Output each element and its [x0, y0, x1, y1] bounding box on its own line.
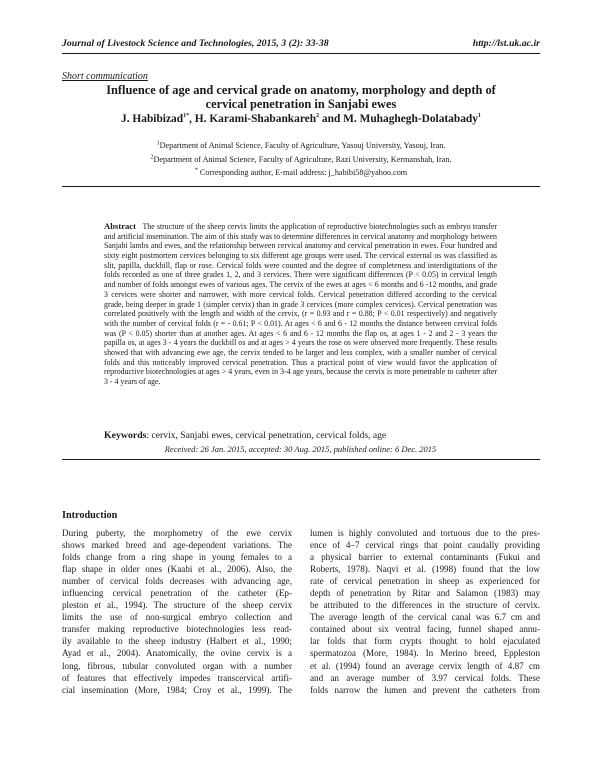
corresponding-mark: * — [194, 167, 198, 174]
intro-line: et al. (1994) found an average cervix length of 4.87 cm — [310, 660, 540, 671]
affiliation-1-text: Department of Animal Science, Faculty of Agriculture, Yasouj University, Yasouj, Iran. — [159, 141, 446, 150]
journal-name: Journal of Livestock Science and Technologies — [62, 38, 252, 49]
intro-line: rate of cervical penetration in sheep as experienced for — [310, 576, 540, 587]
intro-line: shows marked breed and age-dependent variations. The — [62, 540, 292, 551]
journal-url[interactable]: http://lst.uk.ac.ir — [472, 38, 540, 49]
article-type: Short communication — [62, 71, 148, 82]
intro-line: Roberts, 1978). Naqvi et al. (1998) found that the low — [310, 564, 540, 575]
author-list — [70, 112, 532, 126]
keywords-text: : cervix, Sanjabi ewes, cervical penetration, cervical folds, age — [146, 430, 387, 441]
abstract-label: Abstract — [104, 221, 136, 231]
intro-line: depth of penetration by Ritar and Salamon (1983) may — [310, 588, 540, 599]
author-2: , H. Karami-Shabankareh — [189, 113, 317, 125]
paper-title — [70, 83, 532, 112]
abstract-top-rule — [62, 186, 540, 187]
journal-header — [62, 38, 540, 49]
intro-line: folds narrow the lumen and prevent the catheters from — [310, 684, 540, 695]
intro-line: ence of 4–7 cervical rings that point caudally providing — [310, 540, 540, 551]
author-1-mark: 1* — [183, 113, 190, 120]
title-line-1: Influence of age and cervical grade on anatomy, morphology and depth of — [106, 83, 496, 97]
intro-line: influencing cervical penetration of the catheter (Ep- — [62, 588, 292, 599]
intro-line: be attributed to the differences in the structure of cervix. — [310, 600, 540, 611]
intro-line: and an average number of 3.97 cervical folds. These — [310, 672, 540, 683]
keywords — [104, 430, 497, 441]
intro-line: cial insemination (More, 1984; Croy et al., 1999). The — [62, 684, 292, 695]
header-rule — [62, 53, 540, 54]
author-3-mark: 1 — [477, 113, 481, 120]
author-2-mark: 2 — [316, 113, 320, 120]
intro-line: folds change from a ring shape in young females to a — [62, 552, 292, 563]
affiliation-1 — [70, 141, 532, 151]
section-heading-introduction: Introduction — [62, 510, 118, 521]
intro-line: of features that effectively impedes transcervical artifi- — [62, 672, 292, 683]
intro-line: transfer making reproductive biotechnologies less read- — [62, 624, 292, 635]
abstract-bottom-rule — [62, 459, 540, 460]
intro-line: Ayad et al., 2004). Anatomically, the ovine cervix is a — [62, 648, 292, 659]
affiliation-2-mark: 2 — [150, 154, 154, 161]
corresponding-email[interactable]: Corresponding author, E-mail address: j_habibi58@yahoo.com — [197, 168, 408, 177]
intro-line: pleston et al., 1994). The structure of the sheep cervix — [62, 600, 292, 611]
intro-line: flap shape in older ones (Kaabi et al., 2006). Also, the — [62, 564, 292, 575]
received-dates: Received: 26 Jan. 2015, accepted: 30 Aug. 2015, published online: 6 Dec. 2015 — [164, 444, 437, 454]
affiliation-2 — [70, 155, 532, 165]
intro-line: The average length of the cervical canal was 6.7 cm and — [310, 612, 540, 623]
author-3: and M. Muhaghegh-Dolatabady — [319, 113, 478, 125]
keywords-label: Keywords — [104, 430, 147, 441]
abstract — [104, 222, 497, 387]
intro-line: spermatozoa (More, 1984). In Merino breed, Eppleston — [310, 648, 540, 659]
author-1: J. Habibizad — [121, 113, 184, 125]
abstract-text: The structure of the sheep cervix limits the application of reproductive biotechnologies such as embryo transfer and artificial insemination. The aim of this study was to determine differences in cervical anatomy and morphology between Sanjabi lambs and ewes, and the relationship between cervical anatomy and cervical penetration in ewes. Four hundred and sixty eight postmortem cervices belonging to six different age groups were used. The cervical external os was classified as slit, papilla, duckbill, flap or rose. Cervical folds were counted and the degree of completeness and interdigitations of the folds recorded as one of three grades 1, 2, and 3 cervices. There were significant differences (P < 0.05) in cervical length and number of folds amongst ewes of various ages. The cervix of the ewes at ages < 6 months and 6 -12 months, and grade 3 cervices were shorter and narrower, with more cervical folds. Cervical penetration differed according to the cervical grade, being deeper in grade 1 (simpler cervix) than in grade 3 cervices (more complex cervices). Cervical penetration was correlated positively with the length and width of the cervix, (r = 0.93 and r = 0.88; P < 0.01 respectively) and negatively with the number of cervical folds (r = - 0.61; P < 0.01). At ages < 6 and 6 - 12 months the distance between cervical folds was (P < 0.05) shorter than at another ages. At ages < 6 and 6 - 12 months the flap os, at ages 1 - 2 and 2 - 3 years the papilla os, at ages 3 - 4 years the duckbill os and at ages > 4 years the rose os were observed more frequently. These results showed that with advancing ewe age, the cervix tended to be larger and less complex, with a smaller number of cervical folds and this noticeably improved cervical penetration. Thus a practical point of view would favor the application of reproductive biotechnologies at ages > 4 years, even in 3-4 age years, because the cervix is more penetrable to catheter after 3 - 4 years of age. — [104, 222, 497, 386]
introduction-left-column — [62, 527, 292, 696]
journal-citation: , 2015, 3 (2): 33-38 — [251, 38, 329, 49]
introduction-right-column — [310, 527, 540, 696]
intro-line: a physical barrier to external contaminants (Fukui and — [310, 552, 540, 563]
intro-line: number of cervical folds decreases with advancing age, — [62, 576, 292, 587]
affiliation-2-text: Department of Animal Science, Faculty of Agriculture, Razi University, Kermanshah, Iran. — [153, 155, 452, 164]
intro-line: ily available to the sheep industry (Halbert et al., 1990; — [62, 636, 292, 647]
intro-line: limits the use of non-surgical embryo collection and — [62, 612, 292, 623]
intro-line: long, fibrous, tubular convoluted organ with a number — [62, 660, 292, 671]
corresponding-author — [70, 168, 532, 178]
title-line-2: cervical penetration in Sanjabi ewes — [205, 97, 397, 112]
intro-line: During puberty, the morphometry of the ewe cervix — [62, 528, 292, 538]
intro-line: contained about six ventral facing, funnel shaped annu- — [310, 624, 540, 635]
affiliation-1-mark: 1 — [156, 140, 160, 147]
intro-line: lumen is highly convoluted and tortuous due to the pres- — [310, 528, 540, 538]
intro-line: lar folds that form crypts thought to hold ejaculated — [310, 636, 540, 647]
